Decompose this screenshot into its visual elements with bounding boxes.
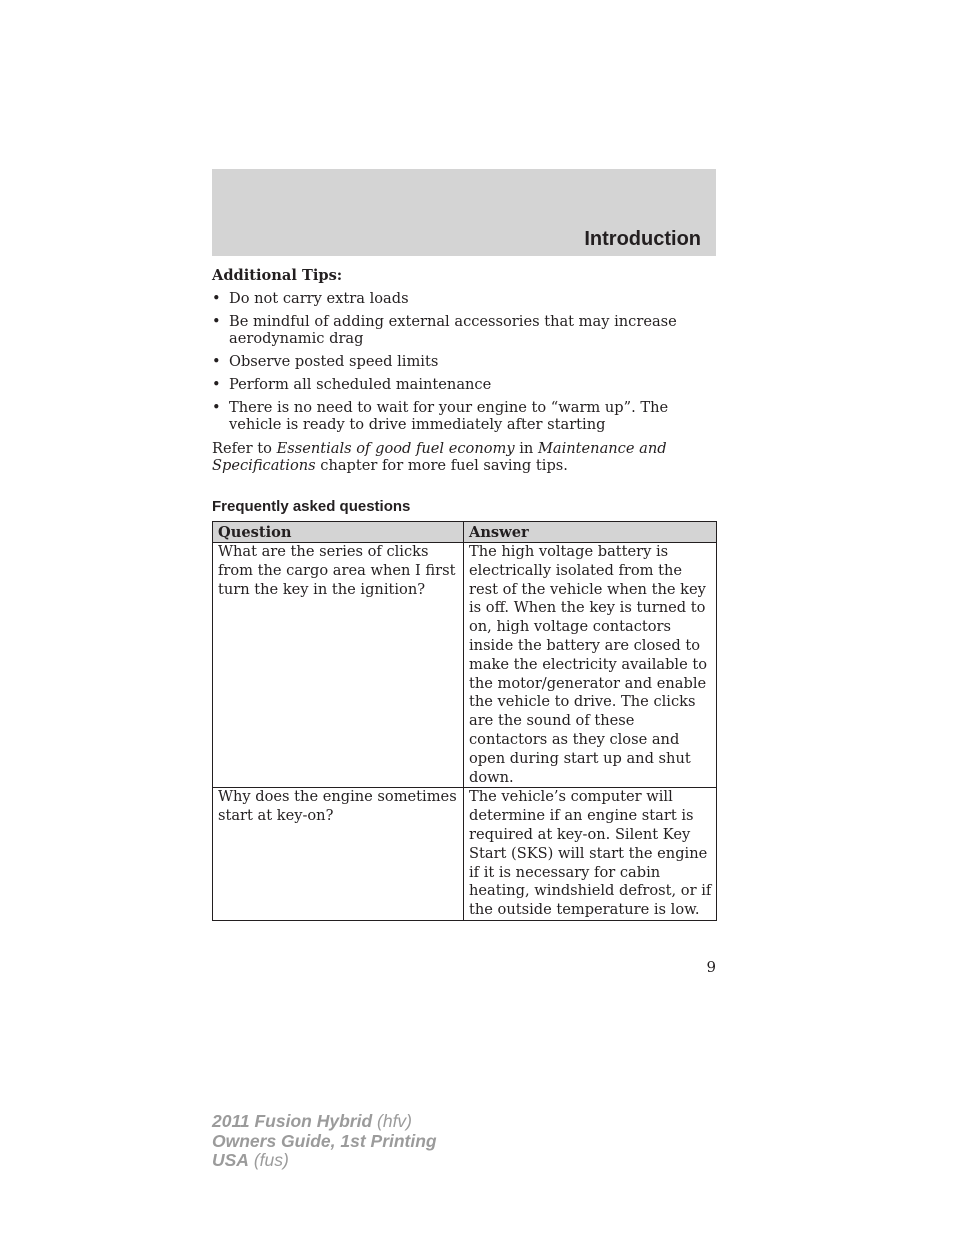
chapter-header-band	[212, 169, 716, 256]
footer-line	[212, 1132, 437, 1152]
tips-heading: Additional Tips:	[212, 267, 343, 284]
tip-text: There is no need to wait for your engine to “warm up”. The vehicle is ready to drive immediately after starting	[229, 399, 669, 433]
chapter-title: Introduction	[584, 228, 701, 250]
list-item	[212, 290, 716, 307]
table-row	[213, 543, 717, 788]
bullet-icon: •	[212, 313, 221, 330]
refer-text: Refer to	[212, 440, 277, 457]
footer-line	[212, 1112, 437, 1132]
refer-text: in	[514, 440, 538, 457]
footer-model: 2011 Fusion Hybrid	[212, 1111, 373, 1131]
footer-edition: Owners Guide, 1st Printing	[212, 1130, 437, 1151]
refer-section-name: Essentials of good fuel economy	[276, 440, 515, 457]
tip-text: Perform all scheduled maintenance	[229, 376, 492, 393]
question-cell: Why does the engine sometimes start at key-on?	[213, 788, 464, 921]
bullet-icon: •	[212, 353, 221, 370]
tip-text: Be mindful of adding external accessories that may increase aerodynamic drag	[229, 313, 677, 347]
footer-model-code: (hfv)	[372, 1111, 413, 1131]
refer-chapter-name: Maintenance and Specifications	[212, 440, 667, 474]
list-item	[212, 313, 716, 347]
column-header-question: Question	[213, 522, 464, 543]
answer-cell: The vehicle’s computer will determine if an engine start is required at key-on. Silent Key Start (SKS) will start the engine if it is necessary for cabin heating, windshield defrost, or if the outside temperature is low.	[464, 788, 717, 921]
document-footer	[212, 1112, 437, 1171]
tip-text: Observe posted speed limits	[229, 353, 439, 370]
page-number: 9	[706, 958, 716, 976]
answer-cell: The high voltage battery is electrically isolated from the rest of the vehicle when the key is off. When the key is turned to on, high voltage contactors inside the battery are closed to make the electricity available to the motor/generator and enable the vehicle to drive. The clicks are the sound of these contactors as they close and open during start up and shut down.	[464, 543, 717, 788]
footer-market: USA	[212, 1150, 249, 1170]
bullet-icon: •	[212, 399, 221, 416]
bullet-icon: •	[212, 290, 221, 307]
footer-line	[212, 1151, 437, 1171]
list-item	[212, 399, 716, 433]
tip-text: Do not carry extra loads	[229, 290, 409, 307]
column-header-answer: Answer	[464, 522, 717, 543]
faq-heading: Frequently asked questions	[212, 498, 411, 515]
list-item	[212, 353, 716, 370]
refer-text: chapter for more fuel saving tips.	[315, 457, 568, 474]
page-content	[212, 267, 716, 921]
tips-list	[212, 290, 716, 433]
list-item	[212, 376, 716, 393]
refer-paragraph	[212, 440, 716, 474]
table-header-row	[213, 522, 717, 543]
footer-market-code: (fus)	[248, 1150, 289, 1170]
question-cell: What are the series of clicks from the cargo area when I first turn the key in the ignition?	[213, 543, 464, 788]
bullet-icon: •	[212, 376, 221, 393]
table-row	[213, 788, 717, 921]
faq-table	[212, 521, 717, 921]
